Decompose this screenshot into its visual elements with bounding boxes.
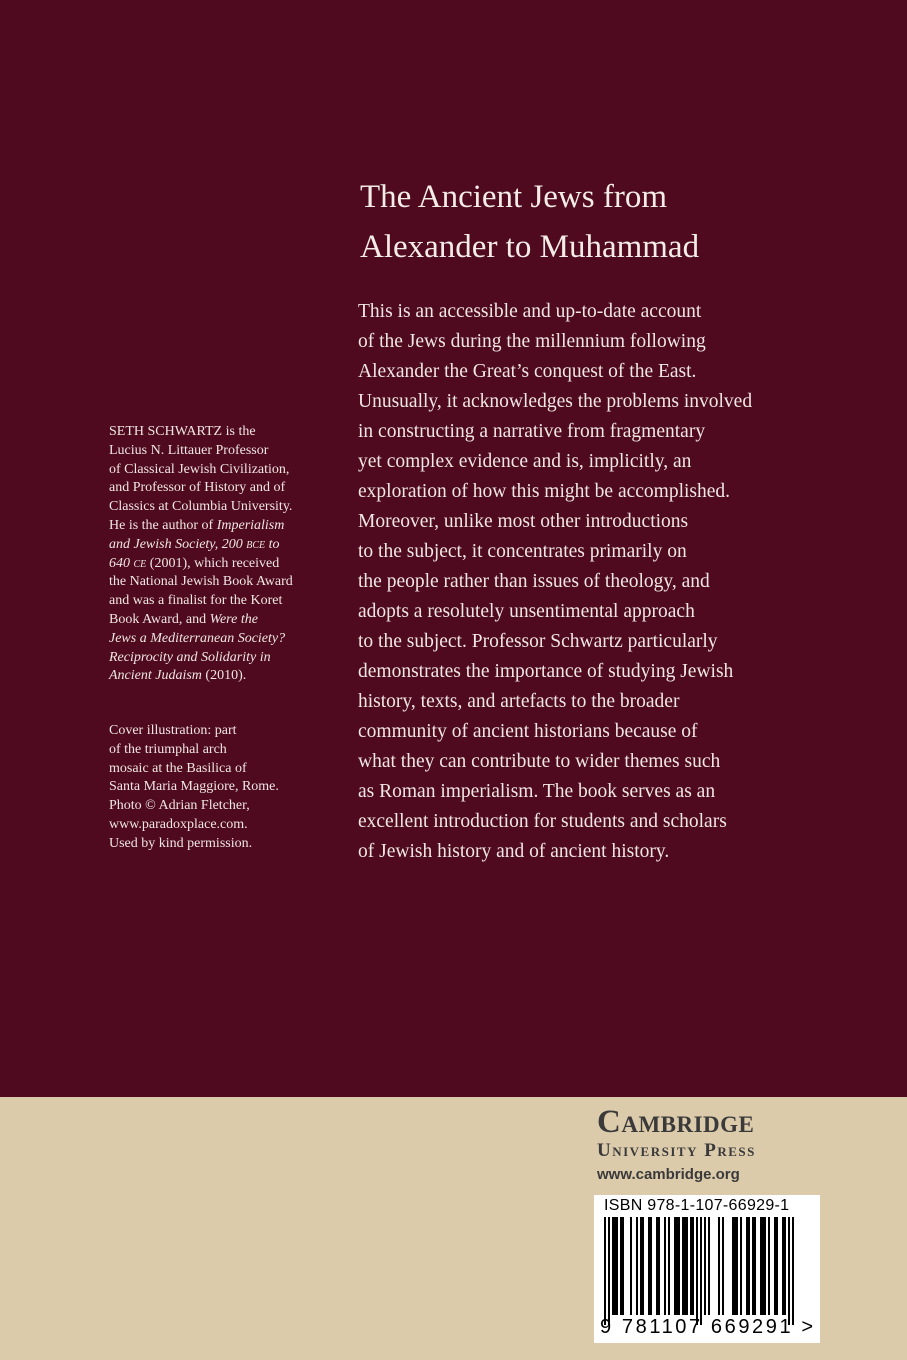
barcode-bar xyxy=(768,1217,770,1315)
barcode-bar xyxy=(718,1217,720,1315)
barcode-bar xyxy=(722,1217,724,1315)
author-bio xyxy=(109,423,349,686)
barcode-bar xyxy=(760,1217,762,1315)
barcode-bar xyxy=(782,1217,784,1315)
barcode-bar xyxy=(622,1217,624,1315)
bio-line: Ancient Judaism (2010). xyxy=(109,668,247,684)
description-line: Alexander the Great’s conquest of the East. xyxy=(358,361,697,382)
bio-line xyxy=(109,630,349,649)
barcode-bar xyxy=(686,1217,688,1315)
book-reference: Were the xyxy=(209,611,258,627)
credit-line: mosaic at the Basilica of xyxy=(109,760,247,776)
barcode-bar xyxy=(784,1217,786,1315)
barcode-bar xyxy=(642,1217,644,1315)
bio-line: Book Award, and Were the xyxy=(109,611,258,627)
description-line: Unusually, it acknowledges the problems involved xyxy=(358,391,753,412)
credit-line: Used by kind permission. xyxy=(109,835,253,851)
description-line: excellent introduction for students and scholars xyxy=(358,811,727,832)
ean-number: 9 781107 669291 > xyxy=(600,1316,816,1338)
barcode-bar xyxy=(684,1217,686,1315)
publisher-logo xyxy=(597,1104,847,1186)
barcode-bar xyxy=(614,1217,616,1315)
description-line: as Roman imperialism. The book serves as an xyxy=(358,781,716,802)
description-line: the people rather than issues of theology, and xyxy=(358,571,710,592)
publisher-subtitle: University Press xyxy=(597,1140,756,1161)
description-line: demonstrates the importance of studying Jewish xyxy=(358,661,734,682)
bio-line: Classics at Columbia University. xyxy=(109,499,293,515)
credit-line: Santa Maria Maggiore, Rome. xyxy=(109,779,279,795)
barcode-bar xyxy=(630,1217,632,1315)
barcode-bar xyxy=(676,1217,678,1315)
publisher-url: www.cambridge.org xyxy=(597,1166,740,1183)
book-reference: 640 xyxy=(109,555,134,571)
barcode-bar xyxy=(708,1217,710,1315)
barcode-bar xyxy=(616,1217,618,1315)
barcode-bar xyxy=(692,1217,694,1315)
barcode-bar xyxy=(690,1217,692,1315)
description-line: This is an accessible and up-to-date account xyxy=(358,301,702,322)
cover-credit xyxy=(109,722,349,854)
barcode-bar xyxy=(608,1217,610,1325)
barcode-bar xyxy=(792,1217,794,1325)
author-name: SETH SCHWARTZ xyxy=(109,424,223,439)
description-line: to the subject, it concentrates primarily on xyxy=(358,541,687,562)
publisher-name: Cambridge xyxy=(597,1104,755,1140)
barcode-bar xyxy=(664,1217,666,1315)
barcode-bar xyxy=(650,1217,652,1315)
barcode-bar xyxy=(764,1217,766,1315)
credit-line: of the triumphal arch xyxy=(109,741,227,757)
credit-line: Photo © Adrian Fletcher, xyxy=(109,798,250,814)
bio-line: Lucius N. Littauer Professor xyxy=(109,442,269,458)
barcode-bar xyxy=(740,1217,742,1315)
bio-line: and Professor of History and of xyxy=(109,480,286,496)
barcode-bar xyxy=(696,1217,698,1325)
description-line: in constructing a narrative from fragmentary xyxy=(358,421,706,442)
barcode-bar xyxy=(678,1217,680,1315)
barcode-bar xyxy=(612,1217,614,1315)
description-line: exploration of how this might be accomplished. xyxy=(358,481,731,502)
book-reference: and Jewish Society, 200 xyxy=(109,536,247,552)
barcode-bar xyxy=(668,1217,670,1315)
barcode-bar xyxy=(636,1217,638,1315)
bio-line: the National Jewish Book Award xyxy=(109,574,293,590)
description-line: Moreover, unlike most other introductions xyxy=(358,511,689,532)
description-line: to the subject. Professor Schwartz particularly xyxy=(358,631,718,652)
barcode-bar xyxy=(746,1217,748,1315)
bio-line xyxy=(109,649,349,668)
barcode-bar xyxy=(604,1217,606,1325)
barcode-bar xyxy=(752,1217,754,1315)
isbn-barcode xyxy=(594,1195,820,1343)
barcode-bar xyxy=(762,1217,764,1315)
bio-line: He is the author of Imperialism xyxy=(109,517,285,533)
era-marker: ce xyxy=(133,555,147,571)
credit-line: Cover illustration: part xyxy=(109,723,237,738)
bio-line: and Jewish Society, 200 bce to xyxy=(109,536,280,552)
barcode-bar xyxy=(774,1217,776,1315)
description-line: community of ancient historians because of xyxy=(358,721,698,742)
description-line: history, texts, and artefacts to the broader xyxy=(358,691,680,712)
credit-line: www.paradoxplace.com. xyxy=(109,816,248,832)
description-line: adopts a resolutely unsentimental approach xyxy=(358,601,695,622)
bio-line: of Classical Jewish Civilization, xyxy=(109,461,290,477)
book-description xyxy=(358,297,828,867)
bio-line: and was a finalist for the Koret xyxy=(109,593,283,609)
barcode-bar xyxy=(700,1217,702,1325)
era-marker: bce xyxy=(246,536,266,552)
bio-line: 640 ce (2001), which received xyxy=(109,555,280,571)
description-line: what they can contribute to wider themes such xyxy=(358,751,721,772)
barcode-bar xyxy=(776,1217,778,1315)
book-reference: Jews a Mediterranean Society? xyxy=(109,630,286,646)
barcode-bar xyxy=(640,1217,642,1315)
barcode-bar xyxy=(682,1217,684,1315)
barcode-bar xyxy=(748,1217,750,1315)
description-line: of Jewish history and of ancient history. xyxy=(358,841,670,862)
isbn-label: ISBN 978-1-107-66929-1 xyxy=(604,1197,790,1214)
bio-line: SETH SCHWARTZ is the xyxy=(109,424,256,439)
book-title xyxy=(360,172,860,272)
book-reference: Imperialism xyxy=(216,517,285,533)
description-line: of the Jews during the millennium following xyxy=(358,331,706,352)
barcode-bar xyxy=(704,1217,706,1315)
barcode-bar xyxy=(658,1217,660,1315)
barcode-bar xyxy=(656,1217,658,1315)
barcode-bar xyxy=(732,1217,734,1315)
barcode-bar xyxy=(674,1217,676,1315)
barcode-bar xyxy=(620,1217,622,1315)
book-title-line: The Ancient Jews from xyxy=(360,179,668,215)
barcode-bar xyxy=(754,1217,756,1315)
barcode-bar xyxy=(648,1217,650,1315)
description-line: yet complex evidence and is, implicitly, an xyxy=(358,451,692,472)
barcode-bar xyxy=(788,1217,790,1325)
book-reference: Reciprocity and Solidarity in xyxy=(109,649,271,665)
book-reference: Ancient Judaism xyxy=(109,668,202,684)
barcode-bar xyxy=(734,1217,736,1315)
barcode-bar xyxy=(736,1217,738,1315)
book-title-line: Alexander to Muhammad xyxy=(360,229,700,265)
